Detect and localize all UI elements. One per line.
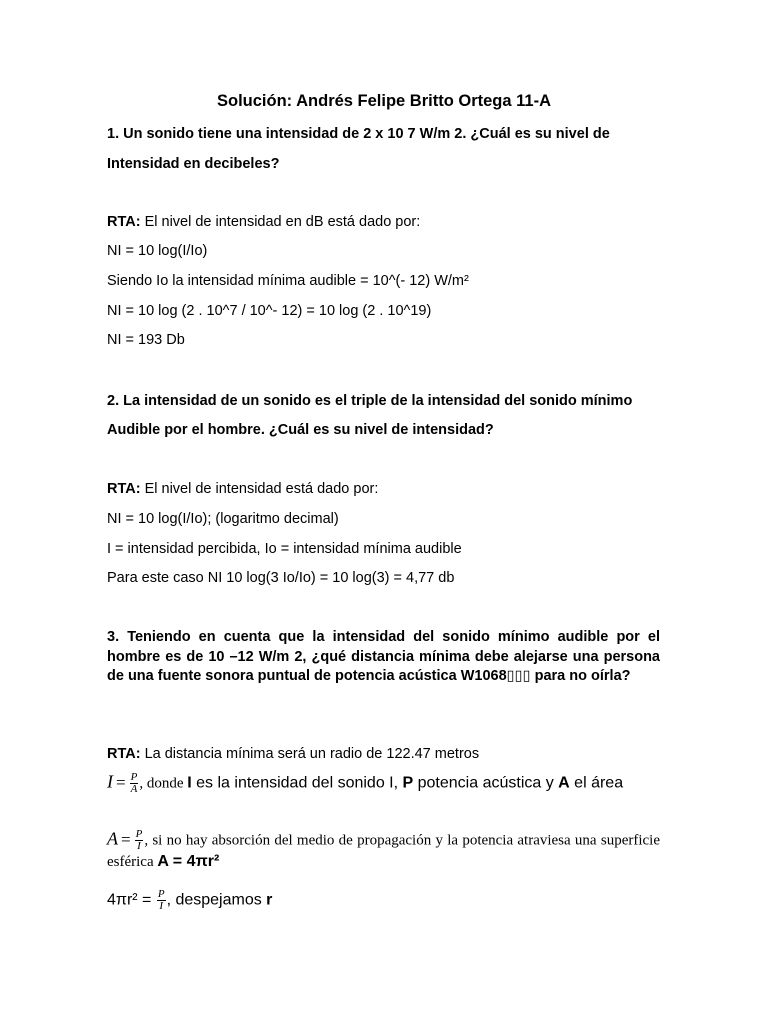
q2-rta-label: RTA: [107,481,141,497]
q2-question-line2: Audible por el hombre. ¿Cuál es su nivel de intensidad? [107,422,494,438]
q1-calculation-line: NI = 10 log (2 . 10^7 / 10^- 12) = 10 log (2 . 10^19) [107,303,432,319]
q2-answer-intro [107,480,378,498]
q3-answer-intro [107,745,479,763]
q1-answer-intro [107,213,420,231]
q1-question-line2: Intensidad en decibeles? [107,156,280,172]
f2-lhs: A [107,828,118,849]
q3-rta-text: La distancia mínima será un radio de 122.47 metros [140,746,480,762]
q3-formula-area: A = $\frac{P}{I}$ , si no hay absorción del medio de propagación y la potencia atraviesa una superficie esférica A = 4πr² [107,828,660,870]
q1-formula-line: NI = 10 log(I/Io) [107,243,208,259]
q2-definition-line: I = intensidad percibida, Io = intensidad mínima audible [107,541,462,557]
q1-result-line: NI = 193 Db [107,332,185,348]
q3-formula-radius: 4πr² = $\frac{P}{I}$ , despejamos r [107,888,273,912]
q3-question: 3. Teniendo en cuenta que la intensidad del sonido mínimo audible por el hombre es de 10 –12 W/m 2, ¿qué distancia mínima debe alejarse una persona de una fuente sonora puntual de potencia acústica W1068▯▯▯ para no oírla? [107,629,660,684]
f1-lhs: I [107,771,113,792]
q1-question-line1: 1. Un sonido tiene una intensidad de 2 x 10 7 W/m 2. ¿Cuál es su nivel de [107,126,610,142]
q2-formula-line: NI = 10 log(I/Io); (logaritmo decimal) [107,511,339,527]
q3-formula-intensity: I = $\frac{P}{A}$ , donde I es la intensidad del sonido I, P potencia acústica y A el área [107,771,624,795]
q3-rta-label: RTA: [107,746,141,762]
f2-fraction: $\frac{P}{I}$ [135,828,143,852]
f3-fraction: $\frac{P}{I}$ [157,888,165,912]
q2-question-line1: 2. La intensidad de un sonido es el triple de la intensidad del sonido mínimo [107,393,633,409]
f1-fraction: $\frac{P}{A}$ [130,771,138,795]
q1-reference-line: Siendo Io la intensidad mínima audible = 10^(- 12) W/m² [107,273,469,289]
q2-rta-text: El nivel de intensidad está dado por: [140,481,379,497]
q2-result-line: Para este caso NI 10 log(3 Io/Io) = 10 log(3) = 4,77 db [107,570,455,586]
document-title: Solución: Andrés Felipe Britto Ortega 11-A [216,92,552,110]
q1-rta-text: El nivel de intensidad en dB está dado por: [140,214,421,230]
q1-rta-label: RTA: [107,214,141,230]
